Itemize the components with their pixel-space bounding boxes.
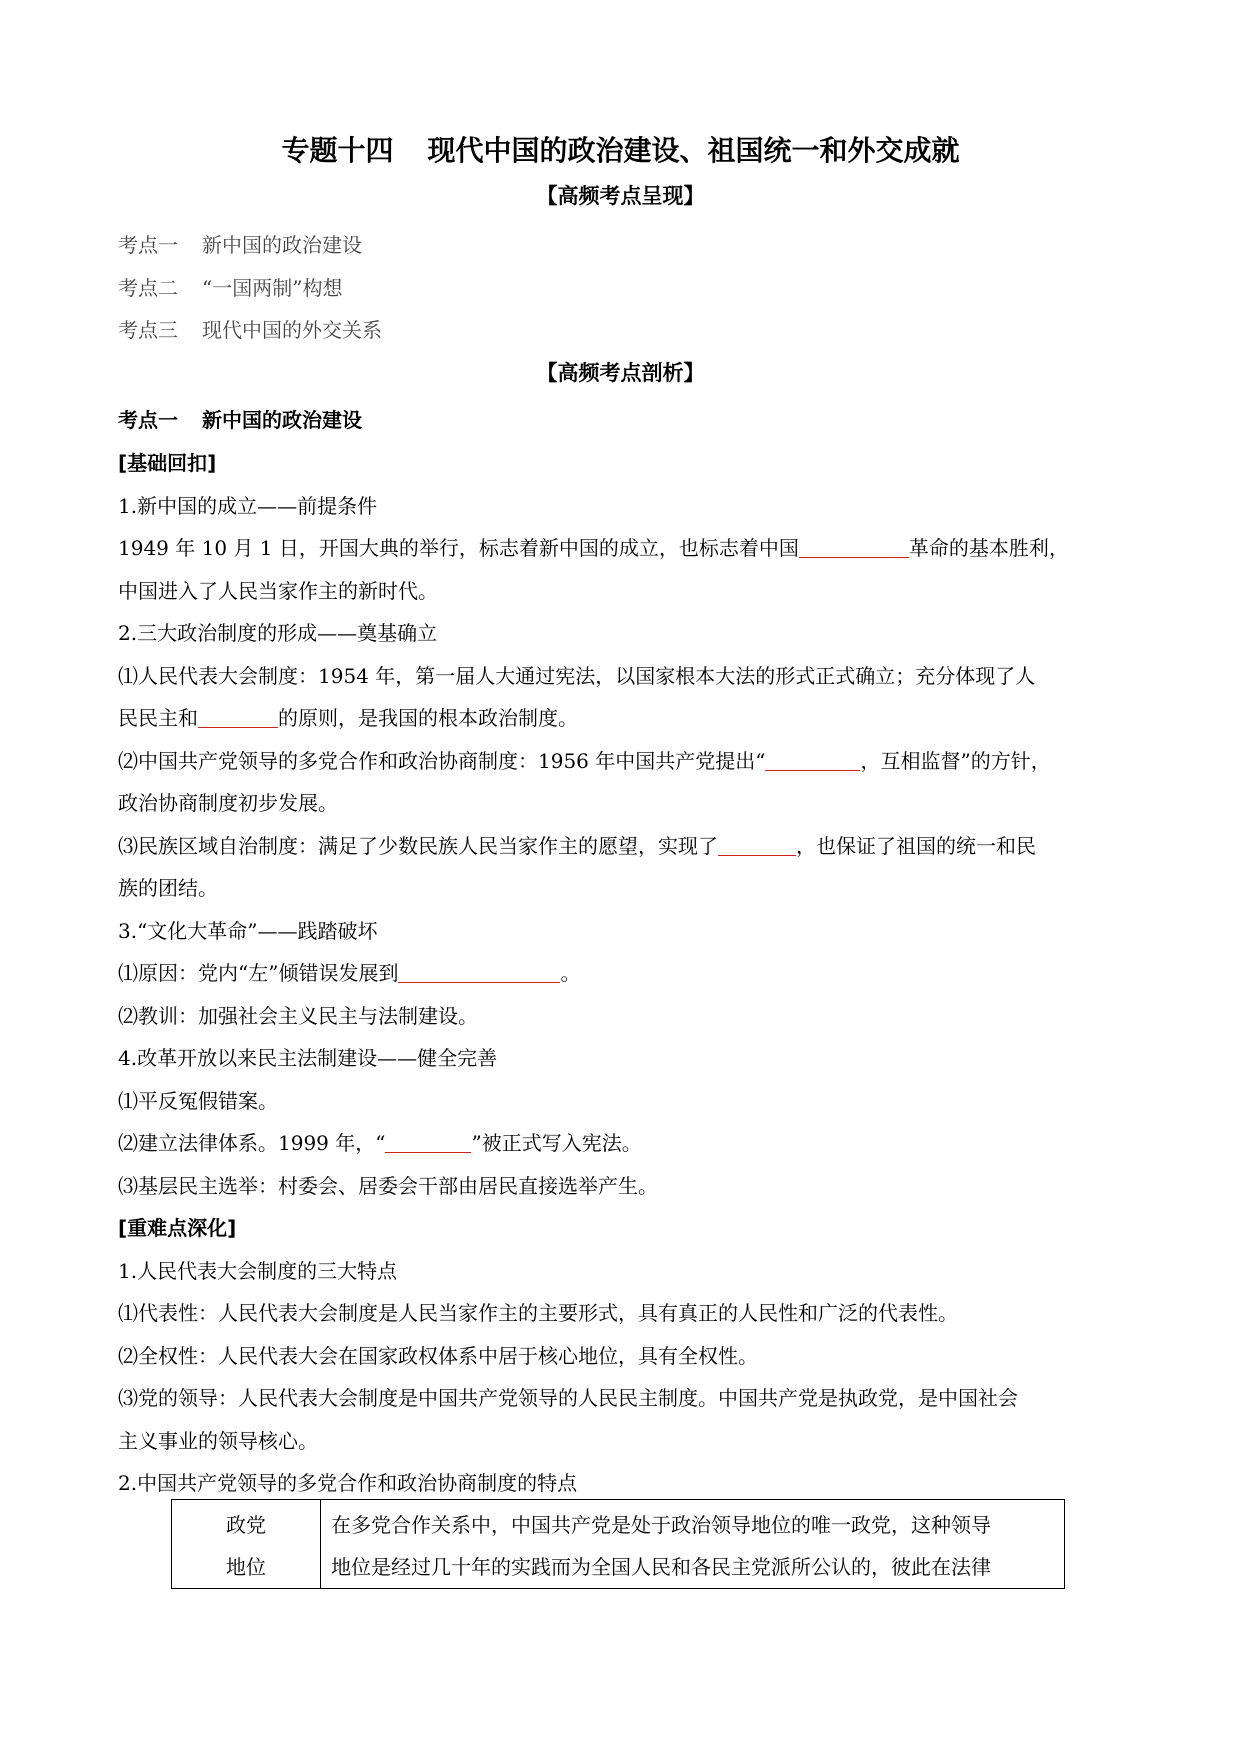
table-key-line: 政党 (226, 1513, 266, 1537)
exam-point-text: 现代中国的外交关系 (202, 318, 382, 342)
text-segment: ⑵中国共产党领导的多党合作和政治协商制度：1956 年中国共产党提出“ (118, 749, 766, 773)
text-line (118, 533, 1138, 563)
text-segment: 民民主和 (118, 706, 198, 730)
text-segment: ，互相监督”的方针， (860, 749, 1051, 773)
text-line (118, 703, 1138, 733)
exam-point-label: 考点三 (118, 318, 178, 342)
table-value-cell (321, 1500, 1065, 1589)
topic-label: 考点一 (118, 408, 178, 432)
exam-point-text: 新中国的政治建设 (202, 233, 362, 257)
topic-text: 新中国的政治建设 (202, 408, 362, 432)
table-row (172, 1500, 1065, 1589)
text-line: 政治协商制度初步发展。 (118, 791, 338, 815)
section-heading-presentation: 【高频考点呈现】 (536, 184, 705, 208)
text-line (118, 958, 1138, 988)
paragraph-title: 2.中国共产党领导的多党合作和政治协商制度的特点 (118, 1471, 578, 1495)
basics-heading: [基础回扣] (118, 451, 217, 475)
text-line: ⑵全权性：人民代表大会在国家政权体系中居于核心地位，具有全权性。 (118, 1344, 758, 1368)
text-line (118, 831, 1138, 861)
text-segment: 。 (560, 961, 581, 985)
text-line: ⑴平反冤假错案。 (118, 1089, 278, 1113)
text-line: ⑶党的领导：人民代表大会制度是中国共产党领导的人民民主制度。中国共产党是执政党，是中国社会 (118, 1386, 1018, 1410)
text-segment: ，也保证了祖国的统一和民 (796, 834, 1036, 858)
text-line: ⑵教训：加强社会主义民主与法制建设。 (118, 1004, 478, 1028)
paragraph-title: 1.新中国的成立——前提条件 (118, 494, 378, 518)
text-segment: ⑵建立法律体系。1999 年，“ (118, 1131, 386, 1155)
paragraph-title: 1.人民代表大会制度的三大特点 (118, 1259, 398, 1283)
text-line: 中国进入了人民当家作主的新时代。 (118, 579, 438, 603)
fill-blank[interactable] (198, 705, 278, 728)
text-line: ⑴人民代表大会制度：1954 年，第一届人大通过宪法，以国家根本大法的形式正式确立；充分体现了人 (118, 664, 1036, 688)
text-segment: ⑶民族区域自治制度：满足了少数民族人民当家作主的愿望，实现了 (118, 834, 718, 858)
table-key-line: 地位 (226, 1555, 266, 1579)
table-value-line: 在多党合作关系中，中国共产党是处于政治领导地位的唯一政党，这种领导 (331, 1513, 991, 1537)
paragraph-title: 4.改革开放以来民主法制建设——健全完善 (118, 1046, 498, 1070)
fill-blank[interactable] (385, 1130, 471, 1153)
text-line (118, 746, 1138, 776)
table-value-line: 地位是经过几十年的实践而为全国人民和各民主党派所公认的，彼此在法律 (331, 1555, 991, 1579)
features-table (171, 1499, 1065, 1589)
text-line: ⑴代表性：人民代表大会制度是人民当家作主的主要形式，具有真正的人民性和广泛的代表性。 (118, 1301, 958, 1325)
section-heading-analysis: 【高频考点剖析】 (536, 361, 705, 385)
fill-blank[interactable] (718, 833, 796, 856)
topic-heading (118, 405, 1138, 435)
paragraph-title: 3.“文化大革命”——践踏破坏 (118, 919, 378, 943)
exam-point-text: “一国两制”构想 (202, 276, 343, 300)
text-segment: 的原则，是我国的根本政治制度。 (278, 706, 578, 730)
deepen-heading: [重难点深化] (118, 1216, 237, 1240)
fill-blank[interactable] (799, 535, 909, 558)
title-topic-name: 现代中国的政治建设、祖国统一和外交成就 (427, 134, 960, 167)
text-segment: 1949 年 10 月 1 日，开国大典的举行，标志着新中国的成立，也标志着中国 (118, 536, 799, 560)
fill-blank[interactable] (398, 960, 560, 983)
text-segment: ”被正式写入宪法。 (471, 1131, 642, 1155)
text-segment: ⑴原因：党内“左”倾错误发展到 (118, 961, 399, 985)
text-line: 主义事业的领导核心。 (118, 1429, 318, 1453)
text-line: 族的团结。 (118, 876, 218, 900)
paragraph-title: 2.三大政治制度的形成——奠基确立 (118, 621, 438, 645)
exam-point-item (118, 315, 1138, 345)
exam-point-item (118, 273, 1138, 303)
page-title (0, 131, 1241, 171)
exam-point-label: 考点二 (118, 276, 178, 300)
exam-point-label: 考点一 (118, 233, 178, 257)
exam-point-item (118, 230, 1138, 260)
text-segment: 革命的基本胜利， (908, 536, 1069, 560)
title-topic-number: 专题十四 (281, 134, 394, 167)
text-line (118, 1128, 1138, 1158)
text-line: ⑶基层民主选举：村委会、居委会干部由居民直接选举产生。 (118, 1174, 658, 1198)
table-key-cell (172, 1500, 321, 1589)
fill-blank[interactable] (765, 748, 860, 771)
